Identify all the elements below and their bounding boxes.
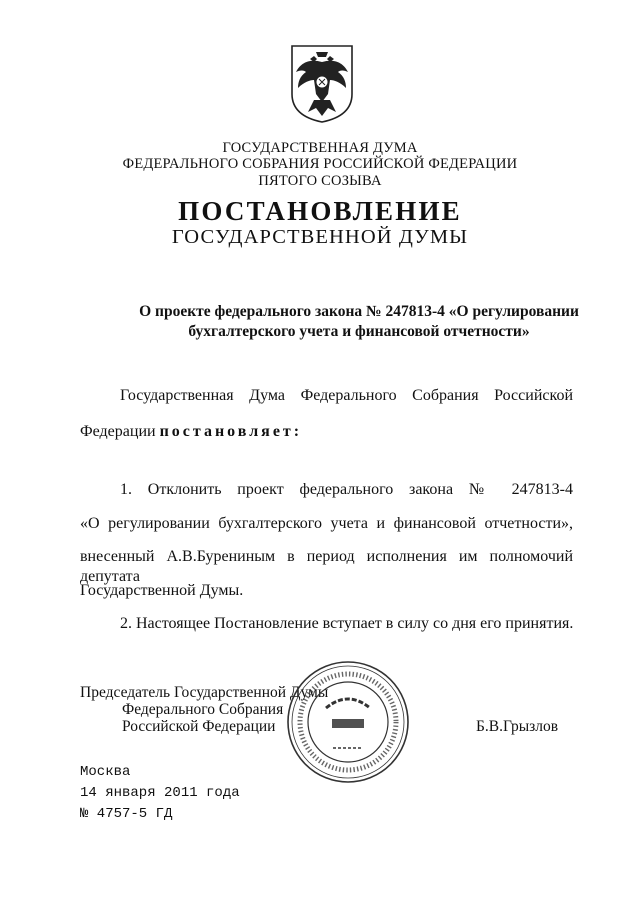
resolution-number: № 4757-5 ГД: [80, 806, 173, 822]
subject-line-2: бухгалтерского учета и финансовой отчетности»: [188, 323, 530, 340]
item1-line-3: внесенный А.В.Бурениным в период исполнения им полномочий депутата: [80, 548, 573, 585]
resolves-word: постановляет:: [159, 423, 303, 440]
intro-prefix: Федерации: [80, 423, 156, 440]
org-line-2: ФЕДЕРАЛЬНОГО СОБРАНИЯ РОССИЙСКОЙ ФЕДЕРАЦИИ: [122, 156, 518, 172]
item2-text: 2. Настоящее Постановление вступает в силу со дня его принятия.: [120, 615, 574, 632]
adoption-date: 14 января 2011 года: [80, 785, 240, 801]
signer-name: Б.В.Грызлов: [476, 718, 559, 735]
subject-line-1: О проекте федерального закона № 247813-4 «О регулировании: [139, 303, 579, 320]
org-line-1: ГОСУДАРСТВЕННАЯ ДУМА: [222, 140, 418, 156]
intro-line-2: [80, 422, 302, 442]
signer-position-line-3: Российской Федерации: [122, 718, 276, 735]
double-headed-eagle-icon: [286, 42, 358, 124]
place-of-adoption: Москва: [80, 764, 131, 780]
item1-line-2: «О регулировании бухгалтерского учета и финансовой отчетности»,: [80, 515, 573, 532]
signer-position-line-2: Федерального Собрания: [122, 701, 284, 718]
convocation-line: ПЯТОГО СОЗЫВА: [258, 173, 382, 189]
signer-position-line-1: Председатель Государственной Думы: [80, 684, 329, 701]
document-subtitle: ГОСУДАРСТВЕННОЙ ДУМЫ: [171, 226, 469, 248]
item1-line-1: 1. Отклонить проект федерального закона № 247813-4: [120, 481, 573, 498]
round-seal-icon: [286, 660, 410, 784]
intro-line-1: Государственная Дума Федерального Собрания Российской: [120, 387, 573, 404]
document-title: ПОСТАНОВЛЕНИЕ: [178, 196, 462, 226]
item1-line-4: Государственной Думы.: [80, 582, 244, 599]
